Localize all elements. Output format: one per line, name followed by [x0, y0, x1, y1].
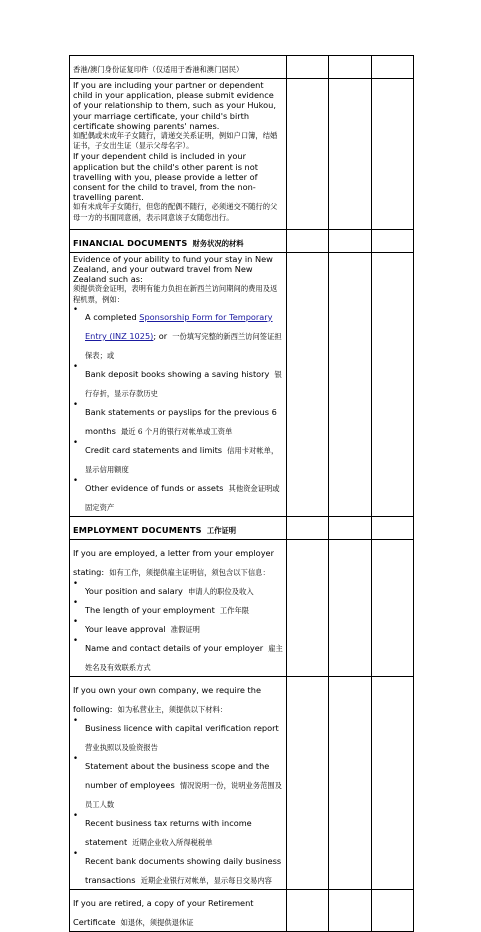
check-cell[interactable]	[287, 539, 329, 676]
row-description	[70, 889, 287, 931]
employment-header-en: EMPLOYMENT DOCUMENTS	[73, 524, 202, 535]
employer-list	[73, 579, 283, 674]
check-cell[interactable]	[287, 889, 329, 931]
check-cell[interactable]	[372, 229, 414, 252]
checklist-row-retired	[70, 889, 414, 931]
list-item: • Other evidence of funds or assets 其他资金证明或固定资产	[85, 476, 283, 514]
row-description	[70, 539, 287, 676]
list-item: • Recent business tax returns with income statement 近期企业收入所得税税单	[85, 811, 283, 849]
list-item: • Bank statements or payslips for the previous 6 months 最近 6 个月的银行对帐单或工资单	[85, 400, 283, 438]
consent-text-zh: 如有未成年子女随行，但您的配偶不随行，必须递交不随行的父母一方的书面同意函，表示同意该子女随您出行。	[73, 202, 278, 222]
row-description	[70, 676, 287, 889]
section-header-employment	[70, 516, 414, 539]
check-cell[interactable]	[329, 229, 372, 252]
check-cell[interactable]	[287, 56, 329, 79]
check-cell[interactable]	[329, 539, 372, 676]
company-intro-en: If you own your own company, we require the following:	[73, 684, 261, 714]
list-item: • The length of your employment 工作年限	[85, 598, 283, 617]
check-cell[interactable]	[329, 889, 372, 931]
company-list	[73, 716, 283, 887]
checklist-row-hk-macau-id	[70, 56, 414, 79]
checklist-row-funds	[70, 252, 414, 516]
list-item: • Name and contact details of your employer 雇主姓名及有效联系方式	[85, 636, 283, 674]
checklist-row-employer-letter	[70, 539, 414, 676]
list-item: • Credit card statements and limits 信用卡对帐单，显示信用额度	[85, 438, 283, 476]
check-cell[interactable]	[372, 539, 414, 676]
list-item: • Your leave approval 准假证明	[85, 617, 283, 636]
consent-text-en: If your dependent child is included in your application but the child's other parent is not travelling with you, please provide a letter of consent for the child to travel, from the non-travelling parent.	[73, 151, 258, 203]
check-cell[interactable]	[329, 676, 372, 889]
employer-intro-en: If you are employed, a letter from your employer stating:	[73, 547, 274, 577]
check-cell[interactable]	[329, 516, 372, 539]
employer-intro-zh: 如有工作，须提供雇主证明信，须包含以下信息：	[109, 567, 270, 577]
check-cell[interactable]	[287, 79, 329, 230]
hk-macau-id-text: 香港/澳门身份证复印件（仅适用于香港和澳门居民）	[73, 65, 244, 74]
check-cell[interactable]	[287, 516, 329, 539]
relationship-text-en: If you are including your partner or dependent child in your application, please submit evidence of your relationship to them, such as your Hukou, your marriage certificate, your child's birth certificate showing parents' names.	[73, 80, 276, 131]
check-cell[interactable]	[372, 252, 414, 516]
employment-header-zh: 工作证明	[206, 525, 237, 535]
check-cell[interactable]	[287, 229, 329, 252]
financial-header-zh: 财务状况的材料	[192, 238, 244, 248]
retired-text-en: If you are retired, a copy of your Retirement Certificate	[73, 897, 254, 927]
sponsorship-form-link[interactable]: Sponsorship Form for Temporary Entry (INZ 1025)	[85, 311, 273, 341]
check-cell[interactable]	[329, 252, 372, 516]
list-item: • Statement about the business scope and the number of employees 情况说明一份，说明业务范围及员工人数	[85, 754, 283, 811]
list-item: • Business licence with capital verification report 营业执照以及验资报告	[85, 716, 283, 754]
funds-intro-zh: 须提供资金证明，表明有能力负担在新西兰访问期间的费用及返程机票，例如：	[73, 284, 278, 304]
retired-text-zh: 如退休，须提供退休证	[120, 917, 194, 927]
check-cell[interactable]	[329, 79, 372, 230]
company-intro-zh: 如为私营业主，须提供以下材料：	[117, 704, 228, 714]
row-description	[70, 516, 287, 539]
list-item: • Your position and salary 申请人的职位及收入	[85, 579, 283, 598]
check-cell[interactable]	[372, 79, 414, 230]
check-cell[interactable]	[329, 56, 372, 79]
row-description	[70, 56, 287, 79]
check-cell[interactable]	[372, 516, 414, 539]
funds-list	[73, 305, 283, 514]
list-item: • Recent bank documents showing daily business transactions 近期企业银行对帐单，显示每日交易内容	[85, 849, 283, 887]
check-cell[interactable]	[287, 252, 329, 516]
list-item: • A completed Sponsorship Form for Temporary Entry (INZ 1025); or 一份填写完整的新西兰访问签证担保表；或	[85, 305, 283, 362]
section-header-financial	[70, 229, 414, 252]
checklist-row-relationship	[70, 79, 414, 230]
document-checklist-table	[69, 55, 414, 932]
row-description	[70, 229, 287, 252]
financial-header-en: FINANCIAL DOCUMENTS	[73, 237, 188, 248]
checklist-row-own-company	[70, 676, 414, 889]
relationship-text-zh: 如配偶或未成年子女随行，请递交关系证明，例如户口簿，结婚证书，子女出生证（显示父母名字）。	[73, 131, 278, 151]
check-cell[interactable]	[372, 56, 414, 79]
check-cell[interactable]	[372, 676, 414, 889]
row-description	[70, 79, 287, 230]
check-cell[interactable]	[287, 676, 329, 889]
funds-intro-en: Evidence of your ability to fund your stay in New Zealand, and your outward travel from New Zealand such as:	[73, 253, 273, 285]
list-item: • Bank deposit books showing a saving history 银行存折，显示存款历史	[85, 362, 283, 400]
row-description	[70, 252, 287, 516]
check-cell[interactable]	[372, 889, 414, 931]
